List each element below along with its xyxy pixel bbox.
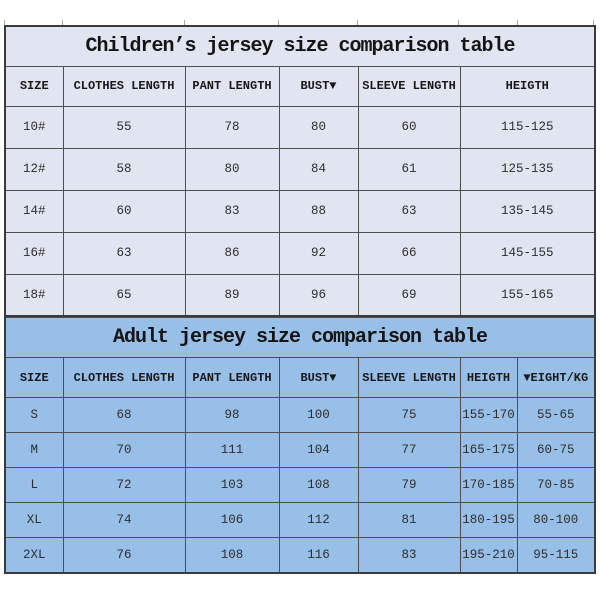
cell: 145-155: [460, 232, 595, 274]
cell: 77: [358, 433, 460, 468]
col-header-size: SIZE: [5, 66, 63, 106]
cell: 70: [63, 433, 185, 468]
col-header-sleeve-length: SLEEVE LENGTH: [358, 66, 460, 106]
cell-size: 10#: [5, 106, 63, 148]
cell: 83: [358, 538, 460, 573]
cell: 103: [185, 468, 279, 503]
col-header-weight-kg: ▼EIGHT/KG: [517, 358, 595, 398]
cell-size: 16#: [5, 232, 63, 274]
cell: 125-135: [460, 148, 595, 190]
cell-size: XL: [5, 503, 63, 538]
col-header-sleeve-length: SLEEVE LENGTH: [358, 358, 460, 398]
col-header-bust: BUST▼: [279, 358, 358, 398]
column-tick: [4, 20, 5, 25]
cell: 195-210: [460, 538, 517, 573]
children-title-row: [5, 26, 595, 66]
cell-size: S: [5, 398, 63, 433]
children-table-title: Children’s jersey size comparison table: [5, 26, 595, 66]
cell: 170-185: [460, 468, 517, 503]
children-size-table: [4, 25, 596, 317]
col-header-pant-length: PANT LENGTH: [185, 358, 279, 398]
cell: 76: [63, 538, 185, 573]
cell-size: 18#: [5, 274, 63, 316]
cell: 74: [63, 503, 185, 538]
adult-size-table: [4, 317, 596, 574]
cell: 88: [279, 190, 358, 232]
cell: 86: [185, 232, 279, 274]
cell: 63: [63, 232, 185, 274]
cell: 111: [185, 433, 279, 468]
cell: 89: [185, 274, 279, 316]
col-header-height: HEIGTH: [460, 358, 517, 398]
column-tick: [357, 20, 358, 25]
cell: 96: [279, 274, 358, 316]
cell: 58: [63, 148, 185, 190]
column-tick: [62, 20, 63, 25]
cell: 69: [358, 274, 460, 316]
cell: 180-195: [460, 503, 517, 538]
col-header-bust: BUST▼: [279, 66, 358, 106]
cell: 116: [279, 538, 358, 573]
cell: 83: [185, 190, 279, 232]
column-tick: [593, 20, 594, 25]
cell: 78: [185, 106, 279, 148]
table-row: [5, 468, 595, 503]
cell: 112: [279, 503, 358, 538]
table-row: [5, 232, 595, 274]
cell: 100: [279, 398, 358, 433]
cell: 66: [358, 232, 460, 274]
cell: 81: [358, 503, 460, 538]
cell: 165-175: [460, 433, 517, 468]
children-header-row: [5, 66, 595, 106]
cell-size: 14#: [5, 190, 63, 232]
cell: 135-145: [460, 190, 595, 232]
cell: 98: [185, 398, 279, 433]
table-row: [5, 190, 595, 232]
table-row: [5, 274, 595, 316]
cell: 155-170: [460, 398, 517, 433]
col-header-pant-length: PANT LENGTH: [185, 66, 279, 106]
table-row: [5, 148, 595, 190]
col-header-height: HEIGTH: [460, 66, 595, 106]
cell: 68: [63, 398, 185, 433]
cell: 115-125: [460, 106, 595, 148]
cell-size: 2XL: [5, 538, 63, 573]
cell: 61: [358, 148, 460, 190]
column-tick: [458, 20, 459, 25]
tables-wrap: [4, 25, 596, 574]
cell: 60: [358, 106, 460, 148]
column-tick: [517, 20, 518, 25]
cell: 80-100: [517, 503, 595, 538]
cell-size: 12#: [5, 148, 63, 190]
table-row: [5, 398, 595, 433]
col-header-clothes-length: CLOTHES LENGTH: [63, 66, 185, 106]
cell: 60-75: [517, 433, 595, 468]
cell: 80: [185, 148, 279, 190]
column-tick: [278, 20, 279, 25]
cell: 108: [279, 468, 358, 503]
cell: 92: [279, 232, 358, 274]
cell-size: M: [5, 433, 63, 468]
table-row: [5, 433, 595, 468]
table-row: [5, 503, 595, 538]
cell: 70-85: [517, 468, 595, 503]
column-tick: [184, 20, 185, 25]
col-header-clothes-length: CLOTHES LENGTH: [63, 358, 185, 398]
cell: 80: [279, 106, 358, 148]
cell-size: L: [5, 468, 63, 503]
cell: 79: [358, 468, 460, 503]
table-row: [5, 538, 595, 573]
adult-table-title: Adult jersey size comparison table: [5, 318, 595, 358]
cell: 155-165: [460, 274, 595, 316]
cell: 72: [63, 468, 185, 503]
cell: 108: [185, 538, 279, 573]
table-row: [5, 106, 595, 148]
col-header-size: SIZE: [5, 358, 63, 398]
cell: 106: [185, 503, 279, 538]
adult-title-row: [5, 318, 595, 358]
cell: 84: [279, 148, 358, 190]
cell: 60: [63, 190, 185, 232]
cell: 95-115: [517, 538, 595, 573]
cell: 104: [279, 433, 358, 468]
adult-header-row: [5, 358, 595, 398]
cell: 55: [63, 106, 185, 148]
cell: 75: [358, 398, 460, 433]
cell: 55-65: [517, 398, 595, 433]
cell: 63: [358, 190, 460, 232]
cell: 65: [63, 274, 185, 316]
